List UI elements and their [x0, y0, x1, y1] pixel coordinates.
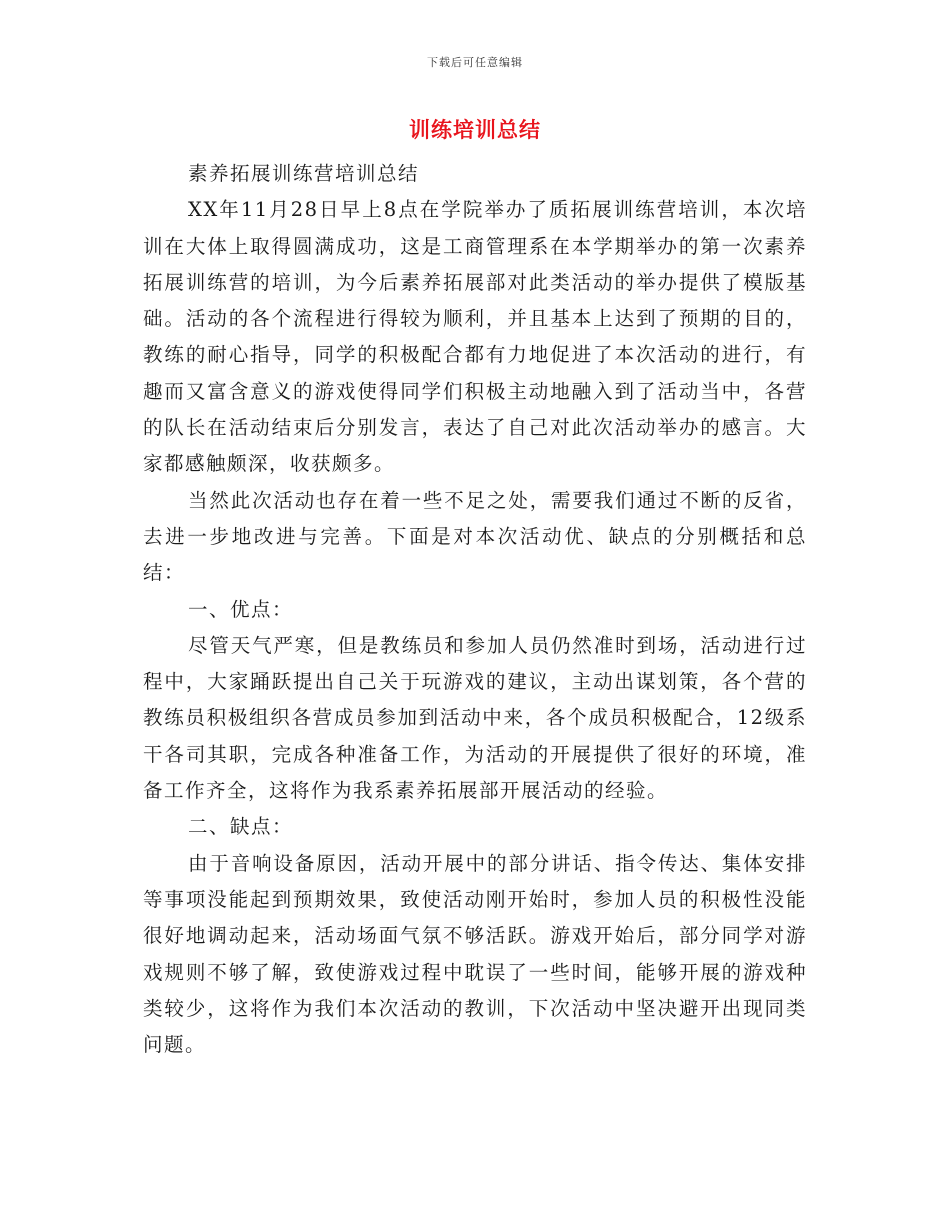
intro-paragraph: XX年11月28日早上8点在学院举办了质拓展训练营培训，本次培训在大体上取得圆满成功，这是工商管理系在本学期举办的第一次素养拓展训练营的培训，为今后素养拓展部对此类活动的举办提供了模版基础。活动的各个流程进行得较为顺利，并且基本上达到了预期的目的，教练的耐心指导，同学的积极配合都有力地促进了本次活动的进行，有趣而又富含意义的游戏使得同学们积极主动地融入到了活动当中，各营的队长在活动结束后分别发言，表达了自己对此次活动举办的感言。大家都感触颇深，收获颇多。 [143, 198, 807, 476]
document-title: 训练培训总结 [409, 118, 541, 142]
advantages-paragraph: 尽管天气严寒，但是教练员和参加人员仍然准时到场，活动进行过程中，大家踊跃提出自己关于玩游戏的建议，主动出谋划策，各个营的教练员积极组织各营成员参加到活动中来，各个成员积极配合，12级系干各司其职，完成各种准备工作，为活动的开展提供了很好的环境，准备工作齐全，这将作为我系素养拓展部开展活动的经验。 [143, 633, 807, 803]
section-heading-advantages: 一、优点： [188, 597, 294, 621]
document-body [143, 156, 807, 1063]
disadvantages-paragraph: 由于音响设备原因，活动开展中的部分讲话、指令传达、集体安排等事项没能起到预期效果，致使活动刚开始时，参加人员的积极性没能很好地调动起来，活动场面气氛不够活跃。游戏开始后，部分同学对游戏规则不够了解，致使游戏过程中耽误了一些时间，能够开展的游戏种类较少，这将作为我们本次活动的教训，下次活动中坚决避开出现同类问题。 [143, 851, 807, 1057]
transition-paragraph: 当然此次活动也存在着一些不足之处，需要我们通过不断的反省，去进一步地改进与完善。下面是对本次活动优、缺点的分别概括和总结： [143, 488, 807, 585]
header-note: 下载后可任意编辑 [427, 56, 523, 69]
section-heading-disadvantages: 二、缺点： [188, 815, 294, 839]
subtitle-paragraph: 素养拓展训练营培训总结 [188, 162, 420, 185]
